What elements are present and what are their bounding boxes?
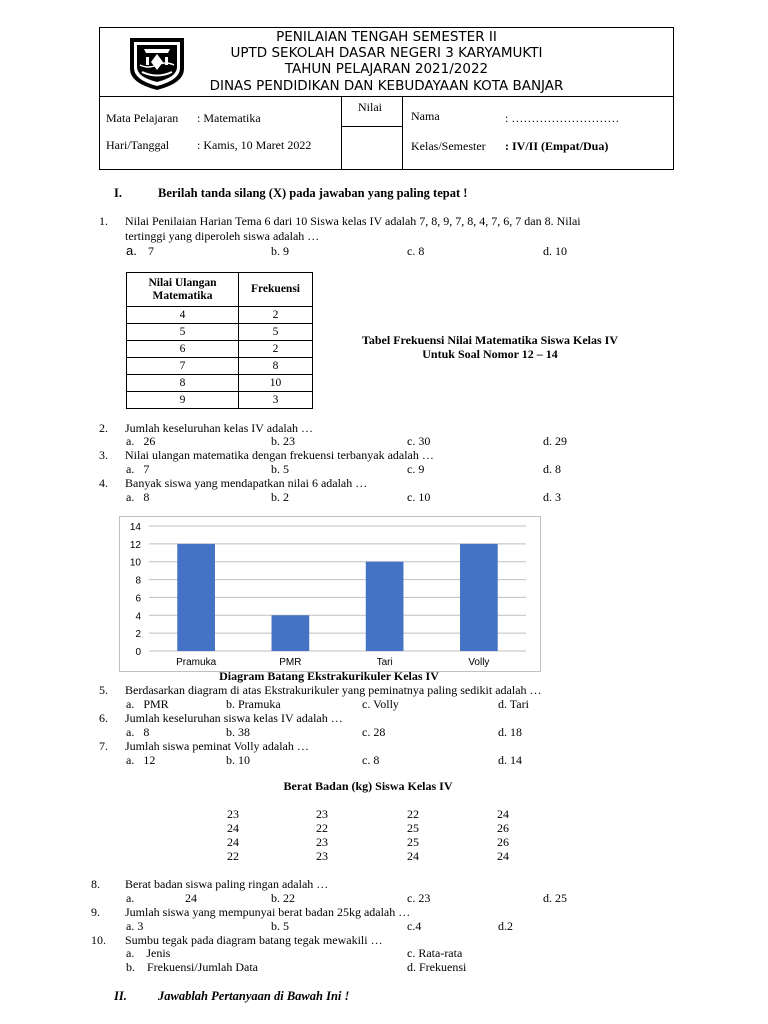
option-c: c. 28 bbox=[362, 725, 386, 739]
table-row bbox=[127, 358, 313, 375]
y-tick-label: 12 bbox=[129, 539, 141, 551]
score-label: Nilai bbox=[358, 100, 382, 114]
header-box bbox=[99, 27, 674, 97]
y-tick-label: 10 bbox=[129, 557, 141, 569]
table-row bbox=[127, 392, 313, 409]
option-c: c. 9 bbox=[407, 462, 425, 476]
option-a: 7 bbox=[148, 244, 154, 258]
option-a: a. 26 bbox=[126, 434, 156, 448]
bar bbox=[366, 562, 404, 651]
subject-value: : Matematika bbox=[197, 111, 261, 125]
question-number: 7. bbox=[99, 739, 108, 753]
y-tick-label: 8 bbox=[135, 575, 141, 587]
option-c: c. 23 bbox=[407, 891, 431, 905]
option-a: a. Jenis bbox=[126, 946, 171, 960]
weight-value: 23 bbox=[316, 835, 328, 849]
question-number: 10. bbox=[91, 933, 106, 947]
weight-value: 24 bbox=[497, 807, 509, 821]
section-instruction: Jawablah Pertanyaan di Bawah Ini ! bbox=[158, 989, 350, 1003]
column-header: Nilai Ulangan Matematika bbox=[127, 273, 239, 307]
option-d: d. 8 bbox=[543, 462, 561, 476]
section-number: II. bbox=[114, 989, 127, 1003]
class-label: Kelas/Semester bbox=[411, 139, 486, 153]
table-cell: 2 bbox=[239, 307, 313, 324]
option-a-label: a. bbox=[126, 891, 135, 905]
table-cell: 5 bbox=[127, 324, 239, 341]
bar bbox=[177, 544, 215, 651]
weight-value: 23 bbox=[316, 807, 328, 821]
frequency-table bbox=[126, 272, 313, 409]
y-tick-label: 0 bbox=[135, 647, 141, 658]
question-text: Sumbu tegak pada diagram batang tegak mewakili … bbox=[125, 933, 383, 947]
weight-value: 26 bbox=[497, 821, 509, 835]
option-b: b. 9 bbox=[271, 244, 289, 258]
table-cell: 9 bbox=[127, 392, 239, 409]
divider bbox=[341, 96, 342, 169]
bar bbox=[272, 615, 310, 651]
header-school: UPTD SEKOLAH DASAR NEGERI 3 KARYAMUKTI bbox=[230, 45, 543, 61]
option-a: a. 3 bbox=[126, 919, 144, 933]
option-d: d. Tari bbox=[498, 697, 529, 711]
option-a-label: a. bbox=[126, 243, 137, 258]
weight-value: 22 bbox=[227, 849, 239, 863]
table-cell: 6 bbox=[127, 341, 239, 358]
weight-value: 24 bbox=[227, 835, 239, 849]
weight-value: 23 bbox=[316, 849, 328, 863]
x-tick-label: Pramuka bbox=[176, 657, 217, 668]
option-a: a. 8 bbox=[126, 490, 150, 504]
option-d: d. Frekuensi bbox=[407, 960, 467, 974]
weight-value: 23 bbox=[227, 807, 239, 821]
question-text: Berat badan siswa paling ringan adalah … bbox=[125, 877, 329, 891]
question-text: Banyak siswa yang mendapatkan nilai 6 adalah … bbox=[125, 476, 368, 490]
y-tick-label: 14 bbox=[129, 522, 141, 533]
option-b: b. 5 bbox=[271, 462, 289, 476]
question-text: Nilai Penilaian Harian Tema 6 dari 10 Siswa kelas IV adalah 7, 8, 9, 7, 8, 4, 7, 6, 7 dan 8. Nilai bbox=[125, 214, 581, 228]
option-b: b. 38 bbox=[226, 725, 250, 739]
section-instruction: Berilah tanda silang (X) pada jawaban yang paling tepat ! bbox=[158, 186, 468, 200]
question-number: 5. bbox=[99, 683, 108, 697]
table-caption: Untuk Soal Nomor 12 – 14 bbox=[422, 347, 558, 361]
question-number: 2. bbox=[99, 421, 108, 435]
date-label: Hari/Tanggal bbox=[106, 138, 170, 152]
table-row bbox=[127, 324, 313, 341]
chart-title: Diagram Batang Ekstrakurikuler Kelas IV bbox=[219, 669, 439, 683]
x-tick-label: Volly bbox=[468, 657, 490, 668]
table-cell: 4 bbox=[127, 307, 239, 324]
weight-data-title: Berat Badan (kg) Siswa Kelas IV bbox=[283, 779, 453, 793]
table-cell: 7 bbox=[127, 358, 239, 375]
table-cell: 8 bbox=[239, 358, 313, 375]
weight-value: 22 bbox=[407, 807, 419, 821]
option-b: b. Pramuka bbox=[226, 697, 281, 711]
option-c: c. 8 bbox=[362, 753, 380, 767]
column-header: Frekuensi bbox=[239, 273, 313, 307]
option-c: c. Rata-rata bbox=[407, 946, 463, 960]
option-d: d. 10 bbox=[543, 244, 567, 258]
header-title: PENILAIAN TENGAH SEMESTER II bbox=[276, 29, 497, 45]
weight-value: 25 bbox=[407, 835, 419, 849]
weight-value: 24 bbox=[407, 849, 419, 863]
option-b: b. 2 bbox=[271, 490, 289, 504]
weight-value: 24 bbox=[497, 849, 509, 863]
question-text: Jumlah keseluruhan siswa kelas IV adalah … bbox=[125, 711, 343, 725]
table-cell: 3 bbox=[239, 392, 313, 409]
option-d: d. 3 bbox=[543, 490, 561, 504]
table-row bbox=[127, 307, 313, 324]
question-text: tertinggi yang diperoleh siswa adalah … bbox=[125, 229, 320, 243]
header-department: DINAS PENDIDIKAN DAN KEBUDAYAAN KOTA BANJAR bbox=[209, 78, 564, 94]
option-b: b. Frekuensi/Jumlah Data bbox=[126, 960, 258, 974]
table-row bbox=[127, 341, 313, 358]
option-d: d. 18 bbox=[498, 725, 522, 739]
bar bbox=[460, 544, 498, 651]
y-tick-label: 2 bbox=[135, 629, 141, 641]
table-cell: 2 bbox=[239, 341, 313, 358]
header-year: TAHUN PELAJARAN 2021/2022 bbox=[284, 61, 489, 77]
section-number: I. bbox=[114, 186, 122, 200]
class-value: : IV/II (Empat/Dua) bbox=[505, 139, 609, 153]
student-info-box bbox=[99, 96, 674, 170]
question-text: Nilai ulangan matematika dengan frekuensi terbanyak adalah … bbox=[125, 448, 434, 462]
option-d: d. 25 bbox=[543, 891, 567, 905]
table-caption: Tabel Frekuensi Nilai Matematika Siswa Kelas IV bbox=[361, 333, 618, 347]
option-d: d. 29 bbox=[543, 434, 567, 448]
option-a: 24 bbox=[185, 891, 197, 905]
option-d: d.2 bbox=[498, 919, 513, 933]
table-cell: 10 bbox=[239, 375, 313, 392]
question-number: 6. bbox=[99, 711, 108, 725]
option-a: a. PMR bbox=[126, 697, 169, 711]
question-number: 8. bbox=[91, 877, 100, 891]
bar-chart-plot bbox=[120, 517, 540, 671]
table-cell: 8 bbox=[127, 375, 239, 392]
weight-value: 25 bbox=[407, 821, 419, 835]
question-text: Berdasarkan diagram di atas Ekstrakurikuler yang peminatnya paling sedikit adalah … bbox=[125, 683, 542, 697]
option-b: b. 22 bbox=[271, 891, 295, 905]
question-number: 3. bbox=[99, 448, 108, 462]
option-a: a. 7 bbox=[126, 462, 150, 476]
option-b: b. 10 bbox=[226, 753, 250, 767]
option-d: d. 14 bbox=[498, 753, 522, 767]
subject-label: Mata Pelajaran bbox=[106, 111, 179, 125]
x-tick-label: PMR bbox=[279, 657, 302, 668]
question-number: 9. bbox=[91, 905, 100, 919]
table-row bbox=[127, 375, 313, 392]
option-c: c. 8 bbox=[407, 244, 425, 258]
table-header-row bbox=[127, 273, 313, 307]
option-a: a. 8 bbox=[126, 725, 150, 739]
x-tick-label: Tari bbox=[376, 657, 393, 668]
table-cell: 5 bbox=[239, 324, 313, 341]
question-text: Jumlah keseluruhan kelas IV adalah … bbox=[125, 421, 314, 435]
weight-value: 24 bbox=[227, 821, 239, 835]
y-tick-label: 6 bbox=[135, 593, 141, 605]
option-a: a. 12 bbox=[126, 753, 156, 767]
question-number: 1. bbox=[99, 214, 108, 228]
question-number: 4. bbox=[99, 476, 108, 490]
question-text: Jumlah siswa yang mempunyai berat badan 25kg adalah … bbox=[125, 905, 411, 919]
option-b: b. 5 bbox=[271, 919, 289, 933]
name-label: Nama bbox=[411, 109, 440, 123]
option-b: b. 23 bbox=[271, 434, 295, 448]
name-value: : ……………………… bbox=[505, 111, 620, 125]
date-value: : Kamis, 10 Maret 2022 bbox=[197, 138, 312, 152]
weight-value: 26 bbox=[497, 835, 509, 849]
option-c: c. 30 bbox=[407, 434, 431, 448]
option-c: c. Volly bbox=[362, 697, 399, 711]
y-tick-label: 4 bbox=[135, 611, 141, 623]
option-c: c.4 bbox=[407, 919, 422, 933]
weight-value: 22 bbox=[316, 821, 328, 835]
bar-chart bbox=[119, 516, 541, 672]
option-c: c. 10 bbox=[407, 490, 431, 504]
divider bbox=[341, 126, 403, 127]
question-text: Jumlah siswa peminat Volly adalah … bbox=[125, 739, 309, 753]
divider bbox=[402, 96, 403, 169]
